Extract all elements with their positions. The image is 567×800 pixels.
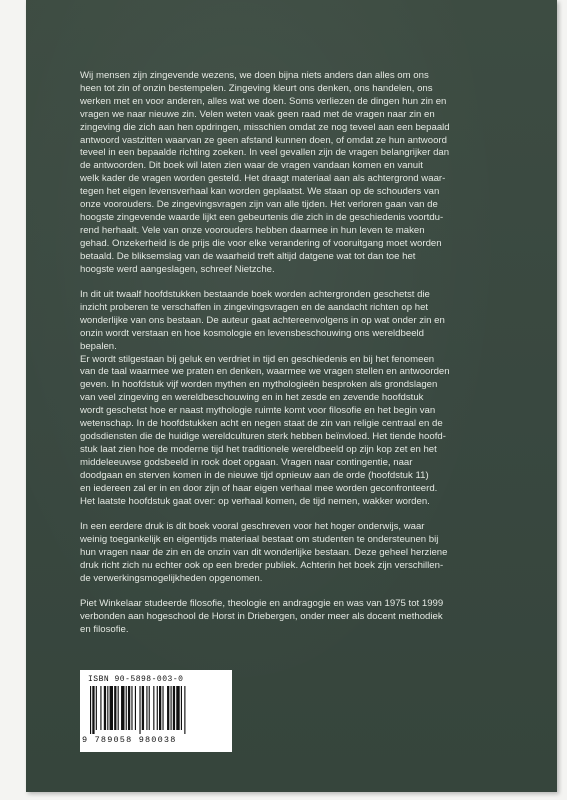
barcode-image bbox=[90, 686, 222, 734]
blurb-paragraph-edition: In een eerdere druk is dit boek vooral geschreven voor het hoger onderwijs, waar weinig toegankelijk en eigentijds materiaal bestaat om studenten te ondersteunen bij hun vragen naar de zin en de onzin van dit wonderlijke bestaan. Deze geheel herziene druk richt zich nu echter ook op een breder publiek. Achterin het boek zijn verschillen- de verwerkingsmogelijkheden opgenomen. bbox=[80, 520, 448, 584]
blurb-paragraph-contents: In dit uit twaalf hoofdstukken bestaande boek worden achtergronden geschetst die inzicht proberen te verschaffen in zingevingsvragen en de aandacht richten op het wonderlijke van ons bestaan. De auteur gaat achtereenvolgens in op wat onder zin en onzin wordt verstaan en hoe kosmologie en levensbeschouwing ons wereldbeeld bepalen. Er wordt stilgestaan bij geluk en verdriet in tijd en geschiedenis en bij het fenomeen van de taal waarmee we praten en denken, waarmee we vragen stellen en antwoorden geven. In hoofdstuk vijf worden mythen en mythologieën besproken als grondslagen van veel zingeving en wereldbeschouwing en in het zesde en zevende hoofdstuk wordt geschetst hoe er naast mythologie ruimte komt voor filosofie en het begin van wetenschap. In de hoofdstukken acht en negen staat de zin van religie centraal en de godsdiensten die de huidige wereldculturen sterk hebben beïnvloed. Het tiende hoofd- stuk laat zien hoe de moderne tijd het traditionele wereldbeeld op zijn kop zet en het middeleeuwse godsbeeld in rook doet opgaan. Vragen naar contingentie, naar doodgaan en sterven komen in de nieuwe tijd opnieuw aan de orde (hoofdstuk 11) en iedereen zal er in en door zijn of haar eigen verhaal mee worden geconfronteerd. Het laatste hoofdstuk gaat over: op verhaal komen, de tijd nemen, wakker worden. bbox=[80, 289, 450, 507]
isbn-label: ISBN 90-5898-003-0 bbox=[88, 675, 184, 684]
isbn-barcode-box bbox=[80, 670, 232, 752]
back-cover-blurb bbox=[80, 70, 532, 649]
barcode-digits: 9 789058 980038 bbox=[82, 735, 177, 745]
blurb-paragraph-intro: Wij mensen zijn zingevende wezens, we doen bijna niets anders dan alles om ons heen tot zin of onzin bestempelen. Zingeving kleurt ons denken, ons handelen, ons werken met en voor anderen, alles wat we doen. Soms verliezen de dingen hun zin en vragen we naar nieuwe zin. Velen weten vaak geen raad met de vragen naar zin en zingeving die zich aan hen opdringen, misschien omdat ze nog teveel aan een bepaald antwoord vastzitten waarvan ze geen afstand kunnen doen, of omdat ze hun antwoord teveel in een bepaalde richting zoeken. In veel gevallen zijn de vragen belangrijker dan de antwoorden. Dit boek wil laten zien waar de vragen vandaan komen en vanuit welk kader de vragen worden gesteld. Het draagt materiaal aan als achtergrond waar- tegen het eigen levensverhaal kan worden geplaatst. We staan op de schouders van onze voorouders. De zingevingsvragen zijn van alle tijden. Het verloren gaan van de hoogste zingevende waarde lijkt een gebeurtenis die zich in de geschiedenis voortdu- rend herhaalt. Vele van onze voorouders hebben daarmee in hun leven te maken gehad. Onzekerheid is de prijs die voor elke verandering of vooruitgang moet worden betaald. De bliksemslag van de waarheid treft altijd datgene wat tot dan toe het hoogste werd aangeslagen, schreef Nietzche. bbox=[80, 70, 450, 275]
blurb-paragraph-author: Piet Winkelaar studeerde filosofie, theologie en andragogie en was van 1975 tot 1999 verbonden aan hogeschool de Horst in Driebergen, onder meer als docent methodiek en filosofie. bbox=[80, 597, 444, 635]
